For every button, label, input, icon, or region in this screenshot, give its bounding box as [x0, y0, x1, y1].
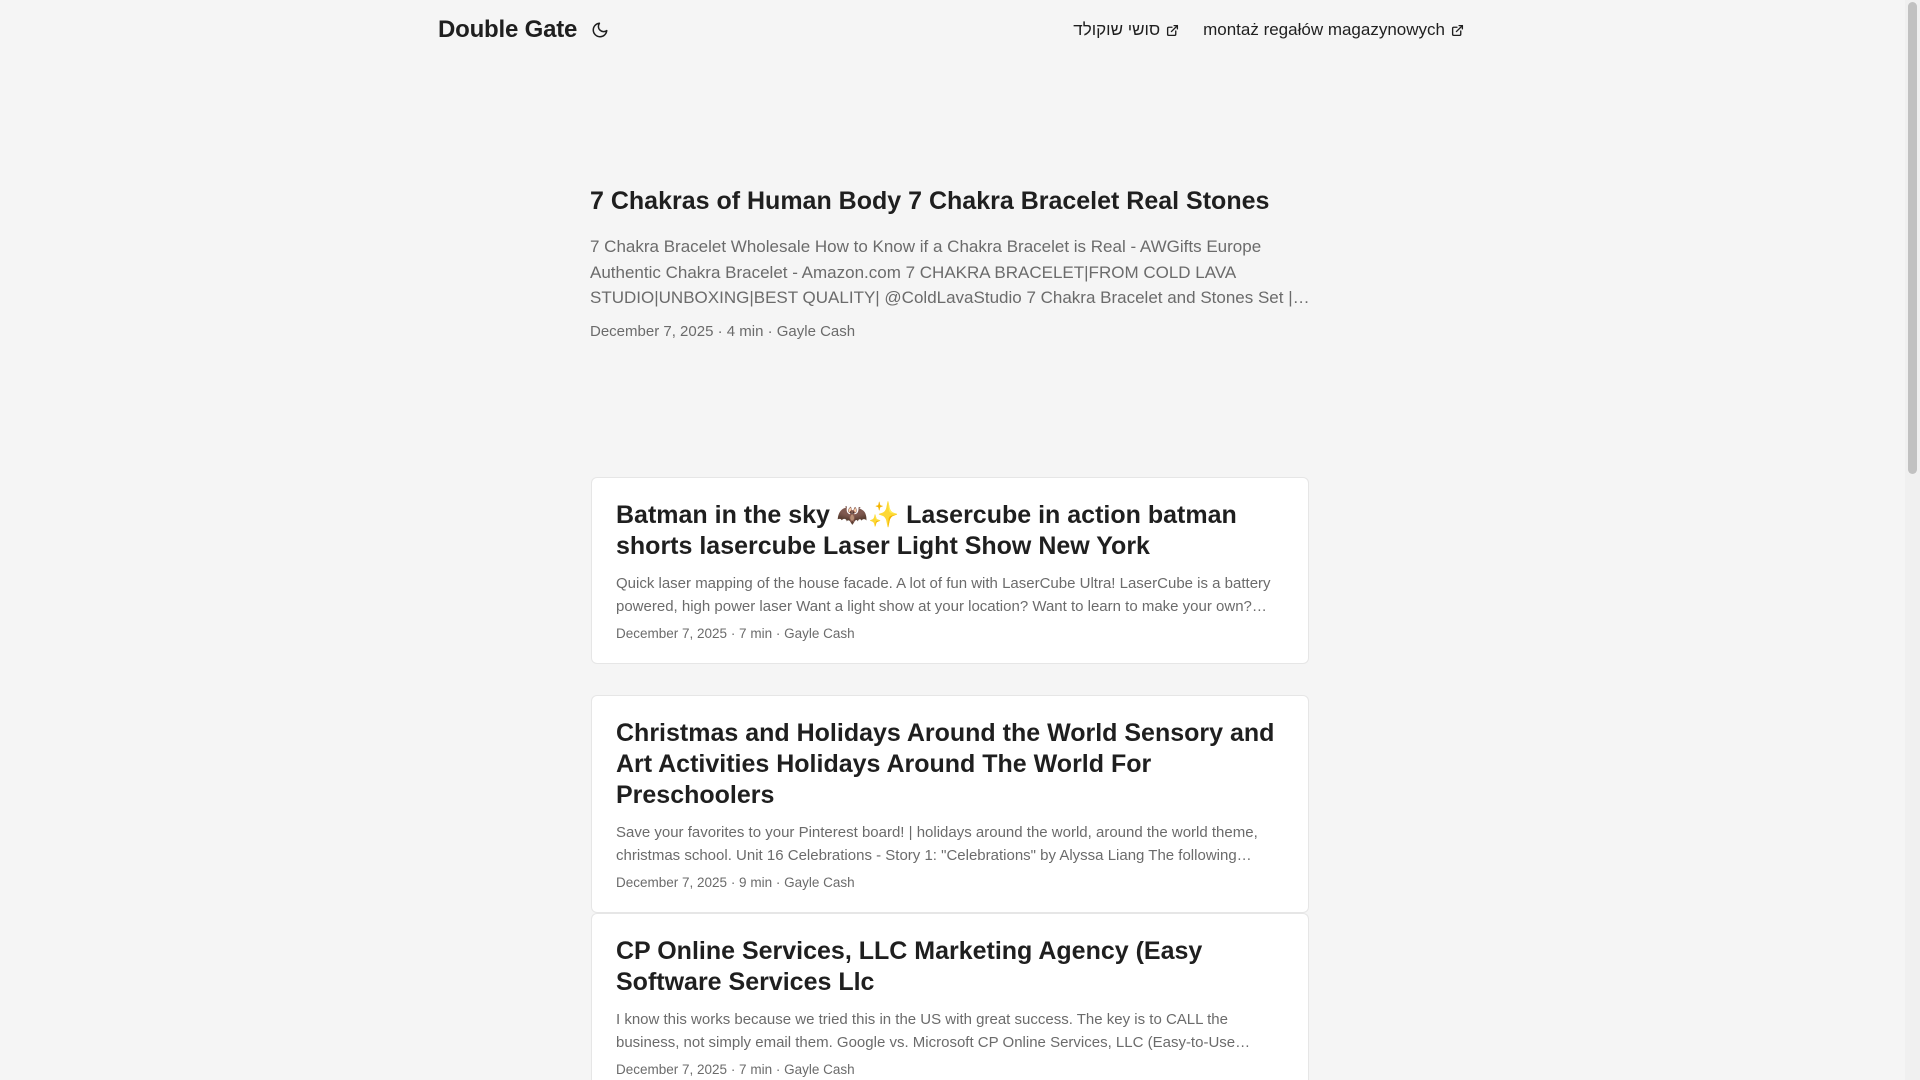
featured-post[interactable] — [590, 186, 1310, 340]
post-excerpt: I know this works because we tried this in the US with great success. The key is to CALL the business, not simply email them. Google vs. Microsoft CP Online Services, LLC (Easy-to-Use — [616, 1011, 1236, 1051]
post-meta: December 7, 2025 · 9 min · Gayle Cash — [616, 875, 855, 890]
nav-link-racks[interactable] — [1203, 20, 1464, 40]
post-title[interactable]: CP Online Services, LLC Marketing Agency (Easy Software Services Llc — [616, 937, 1203, 996]
top-nav — [1073, 20, 1464, 40]
scrollbar-thumb[interactable] — [1908, 2, 1917, 474]
post-title[interactable]: Christmas and Holidays Around the World Sensory and Art Activities Holidays Around The World For Preschoolers — [616, 719, 1275, 809]
post-excerpt: Quick laser mapping of the house facade. A lot of fun with LaserCube Ultra! LaserCube is a battery powered, high power laser Want a light show at your location? Want to learn to make your own? — [616, 575, 1271, 615]
external-link-icon — [1166, 24, 1179, 37]
post-excerpt: Save your favorites to your Pinterest board! | holidays around the world, around the world theme, christmas school. Unit 16 Celebrations - Story 1: "Celebrations" by Alyssa Liang The following — [616, 824, 1258, 864]
nav-link-sushi[interactable] — [1073, 20, 1179, 40]
post-card[interactable] — [591, 695, 1309, 913]
post-title[interactable]: Batman in the sky 🦇✨ Lasercube in action batman shorts lasercube Laser Light Show New York — [616, 501, 1237, 560]
nav-link-label: סושי שוקולד — [1073, 20, 1161, 39]
brand — [438, 16, 611, 44]
post-card[interactable] — [591, 477, 1309, 664]
post-card[interactable] — [591, 913, 1309, 1080]
featured-post-excerpt: 7 Chakra Bracelet Wholesale How to Know if a Chakra Bracelet is Real - AWGifts Europe Authentic Chakra Bracelet - Amazon.com 7 CHAKRA BRACELET|FROM COLD LAVA STUDIO|UNBOXING|BEST QUALITY| @ColdLavaStudio 7 Chakra Bracelet and Stones Set | — [590, 237, 1293, 307]
post-meta: December 7, 2025 · 7 min · Gayle Cash — [616, 626, 855, 641]
external-link-icon — [1451, 24, 1464, 37]
post-meta: December 7, 2025 · 7 min · Gayle Cash — [616, 1062, 855, 1077]
site-logo[interactable]: Double Gate — [438, 16, 578, 43]
moon-icon[interactable] — [589, 19, 611, 41]
site-header — [438, 0, 1464, 60]
vertical-scrollbar[interactable] — [1905, 0, 1920, 1080]
featured-post-title[interactable]: 7 Chakras of Human Body 7 Chakra Bracelet Real Stones — [590, 187, 1270, 215]
featured-post-meta: December 7, 2025 · 4 min · Gayle Cash — [590, 322, 856, 340]
nav-link-label: montaż regałów magazynowych — [1203, 20, 1445, 39]
